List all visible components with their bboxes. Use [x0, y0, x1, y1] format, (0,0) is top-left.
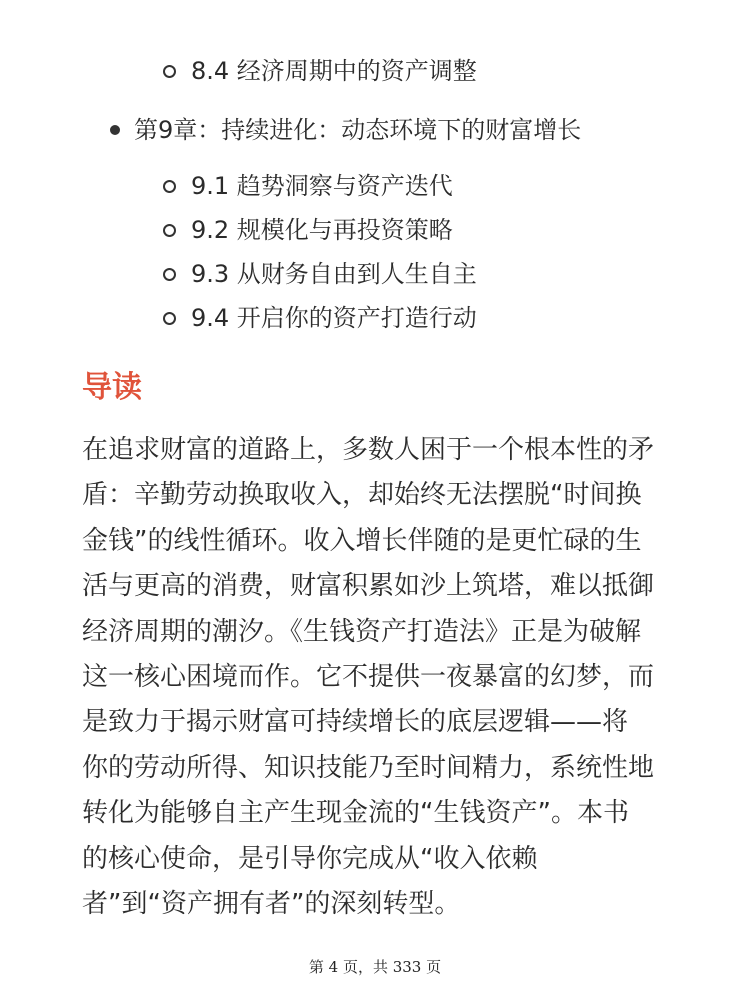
toc-subsection-label: 9.3 从财务自由到人生自主	[191, 260, 477, 288]
paragraph-line: 你的劳动所得、知识技能乃至时间精力，系统性地	[82, 752, 655, 783]
toc-subsection-label: 9.4 开启你的资产打造行动	[191, 304, 477, 332]
toc-chapter-label: 第9章：持续进化：动态环境下的财富增长	[134, 116, 582, 144]
toc-subsection-label: 9.1 趋势洞察与资产迭代	[191, 172, 453, 200]
circle-bullet-icon	[163, 312, 176, 325]
paragraph-line: 是致力于揭示财富可持续增长的底层逻辑——将	[82, 707, 629, 738]
intro-paragraph	[82, 428, 698, 927]
toc-subsection-label: 9.2 规模化与再投资策略	[191, 216, 453, 244]
disc-bullet-icon	[110, 125, 120, 135]
toc-subsection-9-1[interactable]	[163, 170, 453, 202]
paragraph-line: 经济周期的潮汐。《生钱资产打造法》正是为破解	[82, 616, 642, 647]
toc-subsection-9-3[interactable]	[163, 258, 477, 290]
paragraph-line: 盾：辛勤劳动换取收入，却始终无法摆脱“时间换	[82, 480, 642, 511]
toc-chapter-9[interactable]	[110, 114, 581, 146]
circle-bullet-icon	[163, 268, 176, 281]
circle-bullet-icon	[163, 65, 176, 78]
page-footer: 第 4 页，共 333 页	[308, 958, 442, 976]
paragraph-line: 者”到“资产拥有者”的深刻转型。	[82, 888, 461, 919]
paragraph-line: 这一核心困境而作。它不提供一夜暴富的幻梦，而	[82, 661, 655, 692]
paragraph-line: 的核心使命，是引导你完成从“收入依赖	[82, 843, 538, 874]
toc-subsection-label: 8.4 经济周期中的资产调整	[191, 57, 477, 85]
circle-bullet-icon	[163, 224, 176, 237]
section-heading: 导读	[82, 370, 142, 405]
toc-subsection-8-4[interactable]	[163, 55, 477, 87]
paragraph-line: 转化为能够自主产生现金流的“生钱资产”。本书	[82, 798, 629, 829]
toc-subsection-9-2[interactable]	[163, 214, 453, 246]
paragraph-line: 金钱”的线性循环。收入增长伴随的是更忙碌的生	[82, 525, 642, 556]
paragraph-line: 活与更高的消费，财富积累如沙上筑塔，难以抵御	[82, 571, 655, 602]
toc-subsection-9-4[interactable]	[163, 302, 477, 334]
circle-bullet-icon	[163, 180, 176, 193]
paragraph-line: 在追求财富的道路上，多数人困于一个根本性的矛	[82, 435, 655, 465]
